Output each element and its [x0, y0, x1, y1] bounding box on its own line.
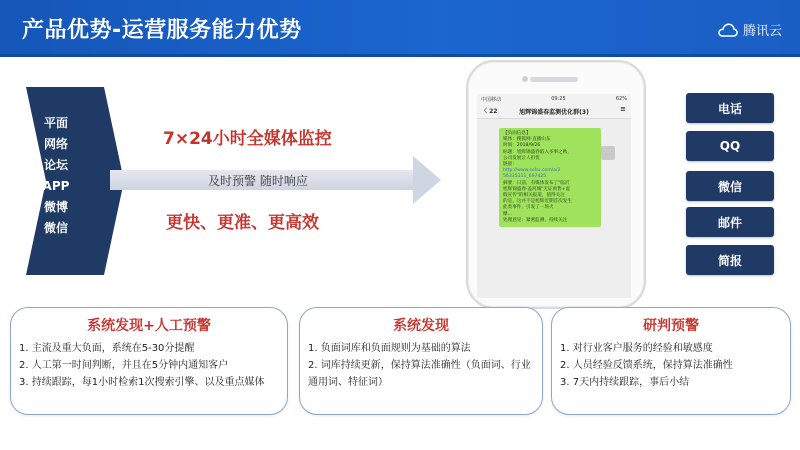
status-bar — [477, 94, 631, 104]
chat-header — [477, 104, 631, 119]
contact-wechat-button[interactable]: 微信 — [686, 171, 774, 201]
channel-item: 微博 — [43, 200, 68, 214]
card-system-manual-alert — [10, 307, 288, 415]
contact-qq-button[interactable]: QQ — [686, 131, 774, 161]
back-button[interactable]: 〈 22 — [481, 108, 498, 115]
card-title: 研判预警 — [643, 318, 699, 334]
message-line: 时间：2018/9/26 — [503, 143, 541, 149]
channel-list — [34, 113, 78, 239]
chat-title: 旭辉锦盛春监测优化群(3) — [519, 108, 589, 116]
avatar — [601, 146, 615, 160]
page-title: 产品优势-运营服务能力优势 — [22, 18, 302, 43]
contact-phone-button[interactable]: 电话 — [686, 93, 774, 123]
cloud-icon — [718, 23, 738, 37]
contact-report-button[interactable]: 简报 — [686, 245, 774, 275]
speaker-icon — [530, 77, 578, 82]
message-line: 媒体：搜狐网-直播山东 — [503, 137, 551, 143]
channel-item: 平面 — [43, 116, 68, 130]
message-line: 链接： — [503, 162, 517, 168]
message-link[interactable]: http://www.sohu.com/a/2 — [503, 168, 561, 174]
card-item: 2. 词库持续更新，保持算法准确性（负面词、行业通用词、特征词） — [308, 360, 531, 388]
card-title: 系统发现+人工预警 — [87, 318, 211, 334]
message-link[interactable]: 56335111_697425 — [503, 174, 547, 180]
card-item: 3. 7天内持续跟踪，事后小结 — [560, 377, 690, 388]
message-line: 摘要：日前，有媒体发布了"临沂 — [503, 180, 570, 186]
card-item: 1. 对行业客户服务的经验和敏感度 — [560, 343, 713, 354]
monitor-headline: 7×24小时全媒体监控 — [163, 129, 332, 149]
phone-screen — [477, 94, 631, 298]
channel-item: 微信 — [43, 221, 68, 235]
phone-mockup — [466, 60, 646, 309]
message-line: 【负面信息】 — [503, 131, 531, 136]
battery-label: 62% — [615, 96, 627, 102]
card-item: 3. 持续跟踪，每1小时检索1次搜索引擎、以及重点媒体 — [19, 377, 265, 388]
card-title: 系统发现 — [393, 318, 449, 334]
card-item: 1. 负面词库和负面规则为基础的算法 — [308, 343, 471, 354]
channel-item: 论坛 — [43, 158, 68, 172]
message-line: 处理意见：紧密监测，持续关注 — [503, 217, 568, 223]
card-list — [19, 340, 281, 391]
message-line: 旭辉锦盛春·盖河城"无证预售+虚 — [503, 186, 571, 192]
card-item: 2. 人员经验反馈系统，保持算法准确性 — [560, 360, 733, 371]
brand-name: 腾讯云 — [742, 24, 782, 39]
carrier-label: 中国移动 — [481, 96, 502, 103]
channel-item: APP — [42, 179, 70, 193]
camera-icon — [522, 76, 528, 82]
message-line: 此类事件，引发了一场火 — [503, 205, 554, 211]
card-list — [308, 340, 536, 391]
message-bubble[interactable] — [499, 128, 601, 227]
header-bar — [0, 0, 800, 57]
brand-logo — [718, 20, 782, 39]
message-line: 假宣传"的相关报道，值得关注 — [503, 193, 565, 199]
message-line: 公司发展让人担忧 — [503, 155, 540, 161]
message-line: 的是，这并不是旭辉近期首次发生 — [503, 199, 572, 205]
card-list — [560, 340, 784, 391]
card-system-detection — [299, 307, 543, 415]
card-analysis-alert — [551, 307, 791, 415]
arrow-label: 及时预警 随时响应 — [208, 174, 308, 188]
message-line: 爆… — [503, 211, 513, 217]
arrow-head-icon — [413, 156, 441, 204]
card-item: 2. 人工第一时间判断，并且在5分钟内通知客户 — [19, 360, 229, 371]
channel-item: 网络 — [43, 137, 68, 151]
card-item: 1. 主流及重大负面，系统在5-30分提醒 — [19, 343, 195, 354]
contact-email-button[interactable]: 邮件 — [686, 207, 774, 237]
message-line: 标题：旭辉锦盛春陷入多事之秋， — [503, 149, 572, 155]
slogan: 更快、更准、更高效 — [166, 213, 319, 233]
menu-icon[interactable]: ≡ — [620, 105, 626, 113]
status-time: 09:25 — [551, 96, 566, 102]
